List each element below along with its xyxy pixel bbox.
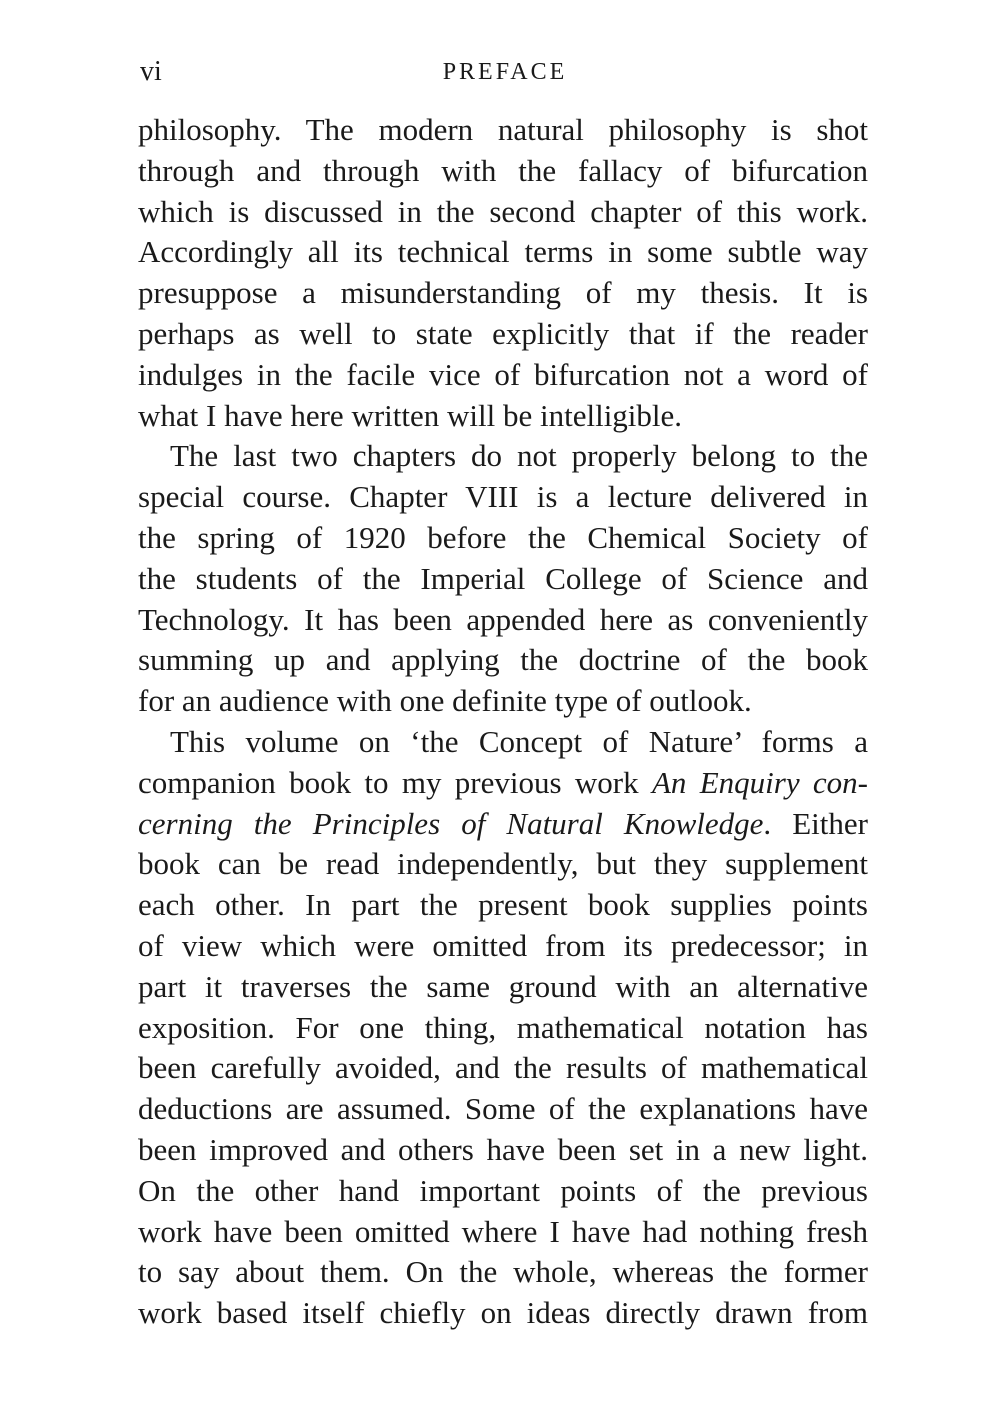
text-line: what I have here written will be intelligible. xyxy=(138,397,683,433)
body-text xyxy=(138,110,868,1334)
text-line: the spring of 1920 before the Chemical Society of xyxy=(138,519,868,555)
text-line: On the other hand important points of the previous xyxy=(138,1172,868,1208)
text-line: summing up and applying the doctrine of the book xyxy=(138,642,868,678)
text-line: been carefully avoided, and the results of mathematical xyxy=(138,1050,868,1086)
text-line: work based itself chiefly on ideas directly drawn from xyxy=(138,1295,868,1331)
text-line: philosophy. The modern natural philosophy is shot xyxy=(138,112,868,147)
text-line: each other. In part the present book supplies points xyxy=(138,887,868,923)
paragraph-1 xyxy=(138,110,868,436)
text-line: which is discussed in the second chapter of this work. xyxy=(138,193,868,229)
text-line: deductions are assumed. Some of the explanations have xyxy=(138,1091,868,1127)
book-title-italic: cerning the Principles of Natural Knowledge xyxy=(138,805,764,841)
text-line-part: companion book to my previous work xyxy=(138,764,652,800)
text-line: This volume on ‘the Concept of Nature’ forms a xyxy=(170,723,868,759)
text-line: indulges in the facile vice of bifurcation not a word of xyxy=(138,356,868,392)
text-line: The last two chapters do not properly belong to the xyxy=(170,438,868,474)
text-line: for an audience with one definite type of outlook. xyxy=(138,683,752,719)
running-head xyxy=(140,54,870,90)
text-line: part it traverses the same ground with an alternative xyxy=(138,968,868,1004)
paragraph-3 xyxy=(138,722,868,1334)
running-title: PREFACE xyxy=(442,59,568,85)
text-line: work have been omitted where I have had nothing fresh xyxy=(138,1213,868,1249)
text-line: to say about them. On the whole, whereas the former xyxy=(138,1254,868,1290)
text-line: book can be read independently, but they supplement xyxy=(138,846,868,882)
text-line: through and through with the fallacy of bifurcation xyxy=(138,152,868,188)
text-line: presuppose a misunderstanding of my thesis. It is xyxy=(138,275,868,311)
text-line: Technology. It has been appended here as conveniently xyxy=(138,601,868,637)
text-line xyxy=(138,763,868,804)
text-line: the students of the Imperial College of Science and xyxy=(138,560,868,596)
text-line: Accordingly all its technical terms in some subtle way xyxy=(138,234,868,270)
text-line: of view which were omitted from its predecessor; in xyxy=(138,927,868,963)
text-line: been improved and others have been set in a new light. xyxy=(138,1131,868,1167)
text-line: exposition. For one thing, mathematical notation has xyxy=(138,1009,868,1045)
text-line-part: . Either xyxy=(763,805,868,841)
text-line: perhaps as well to state explicitly that if the reader xyxy=(138,315,868,351)
text-line: special course. Chapter VIII is a lecture delivered in xyxy=(138,479,868,515)
book-title-italic: An Enquiry con- xyxy=(651,764,868,800)
paragraph-2 xyxy=(138,436,868,722)
text-line xyxy=(138,804,868,845)
page-number: vi xyxy=(140,56,162,87)
